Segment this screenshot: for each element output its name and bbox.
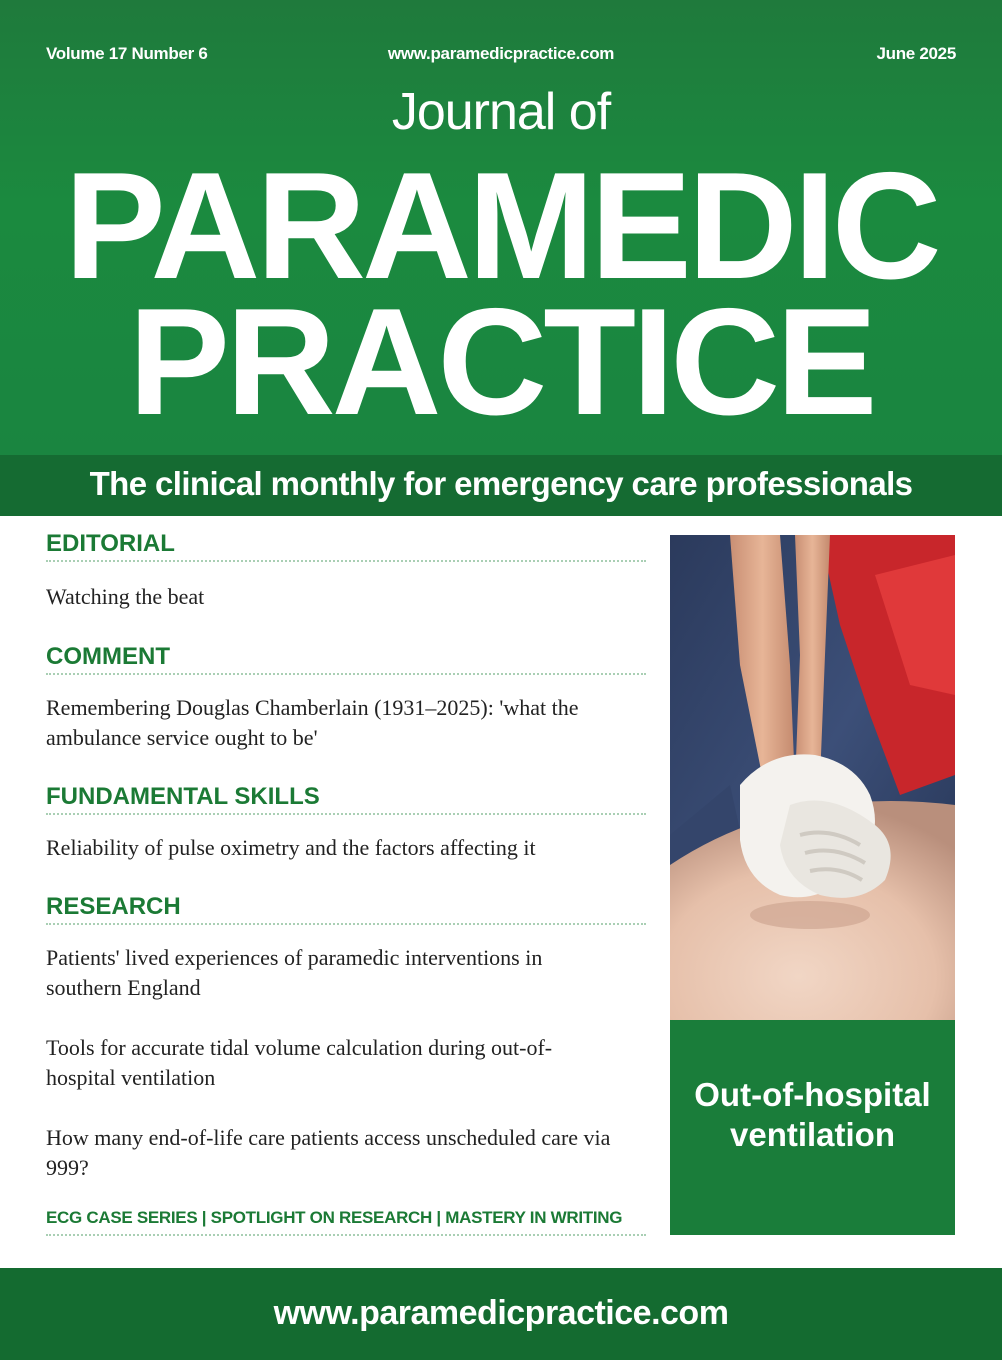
article-tidal-volume[interactable]: Tools for accurate tidal volume calculation during out-of-hospital ventilation xyxy=(46,1035,553,1090)
tagline: The clinical monthly for emergency care professionals xyxy=(89,465,913,502)
feature-sidebar xyxy=(670,535,955,1235)
article-watching-the-beat[interactable]: Watching the beat xyxy=(46,584,205,609)
article-end-of-life-care[interactable]: How many end-of-life care patients access unscheduled care via 999? xyxy=(46,1125,611,1180)
feature-box[interactable] xyxy=(670,1020,955,1235)
tagline-bar xyxy=(0,455,1002,516)
section-heading-fundamental-skills: FUNDAMENTAL SKILLS xyxy=(46,783,646,815)
footer-bar xyxy=(0,1268,1002,1360)
masthead-prefix: Journal of xyxy=(391,83,611,141)
article-lived-experiences[interactable]: Patients' lived experiences of paramedic interventions in southern England xyxy=(46,945,543,1000)
article-remembering-chamberlain[interactable]: Remembering Douglas Chamberlain (1931–2025): 'what the ambulance service ought to be' xyxy=(46,695,579,750)
article-pulse-oximetry[interactable]: Reliability of pulse oximetry and the factors affecting it xyxy=(46,835,536,860)
header-url[interactable]: www.paramedicpractice.com xyxy=(387,44,615,63)
masthead-title-line-2: PRACTICE xyxy=(128,277,874,447)
issue-date: June 2025 xyxy=(876,44,956,63)
cpr-chest-compression-photo xyxy=(670,535,955,1020)
volume-issue: Volume 17 Number 6 xyxy=(46,44,208,63)
masthead-title-line-1: PARAMEDIC xyxy=(64,141,938,311)
cover-header xyxy=(0,0,1002,455)
section-heading-comment: COMMENT xyxy=(46,643,646,675)
series-links[interactable]: ECG CASE SERIES | SPOTLIGHT ON RESEARCH | MASTERY IN WRITING xyxy=(46,1208,646,1236)
feature-title: Out-of-hospital ventilation xyxy=(694,1076,931,1153)
section-heading-editorial: EDITORIAL xyxy=(46,530,646,562)
cpr-photo xyxy=(670,535,955,1020)
section-heading-research: RESEARCH xyxy=(46,893,646,925)
footer-url[interactable]: www.paramedicpractice.com xyxy=(273,1294,729,1332)
